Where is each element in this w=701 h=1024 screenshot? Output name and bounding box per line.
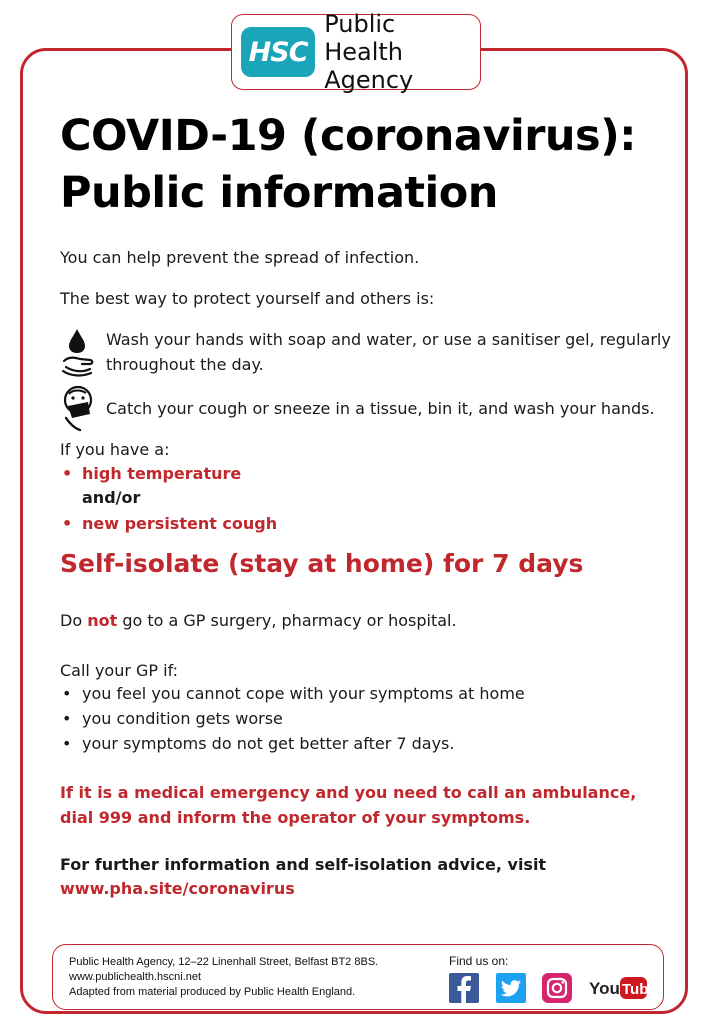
list-item: • you feel you cannot cope with your symptoms at home [60, 681, 525, 706]
advice-hand-wash-text: Wash your hands with soap and water, or use a sanitiser gel, regularly throughout the day. [106, 330, 671, 374]
twitter-icon[interactable] [496, 973, 526, 1003]
best-way-text: The best way to protect yourself and others is: [60, 289, 435, 308]
find-us-label: Find us on: [449, 954, 509, 968]
hsc-badge: HSC [241, 27, 315, 77]
symptom-list [60, 461, 241, 486]
list-item: • you condition gets worse [60, 706, 525, 731]
symptom-list-2 [60, 511, 277, 536]
self-isolate-headline: Self-isolate (stay at home) for 7 days [60, 549, 584, 578]
list-item: • your symptoms do not get better after 7 days. [60, 731, 525, 756]
advice-cough [60, 384, 676, 437]
footer-address: Public Health Agency, 12–22 Linenhall Street, Belfast BT2 8BS. [69, 956, 379, 968]
youtube-icon[interactable] [589, 973, 657, 1003]
do-not-pre: Do [60, 611, 88, 630]
footer-adapted: Adapted from material produced by Public Health England. [69, 986, 356, 998]
symptoms-lead: If you have a: [60, 440, 170, 459]
advice-hand-wash [60, 327, 676, 382]
page-title [60, 108, 680, 222]
title-line-1: COVID-19 (coronavirus): [60, 111, 636, 161]
further-info-text: For further information and self-isolation advice, visit [60, 855, 547, 874]
footer-website[interactable]: www.publichealth.hscni.net [69, 971, 202, 983]
symptom-connector: and/or [82, 488, 141, 507]
emergency-text: If it is a medical emergency and you need to call an ambulance, dial 999 and inform the operator of your symptoms. [60, 783, 637, 827]
symptom-item: • new persistent cough [60, 511, 277, 536]
footer [52, 944, 664, 1010]
title-line-2: Public information [60, 168, 498, 218]
hand-wash-icon [60, 327, 106, 382]
advice-cough-text: Catch your cough or sneeze in a tissue, bin it, and wash your hands. [106, 399, 655, 418]
logo-line-2: Agency [324, 66, 414, 94]
do-not-text [60, 609, 457, 633]
do-not-post: go to a GP surgery, pharmacy or hospital. [117, 611, 457, 630]
pha-link[interactable]: www.pha.site/coronavirus [60, 879, 295, 898]
do-not-emphasis: not [87, 611, 118, 630]
pha-logo [231, 10, 481, 94]
svg-text:Tube: Tube [622, 981, 657, 998]
cough-tissue-icon [60, 384, 106, 437]
logo-line-1: Public Health [324, 10, 404, 66]
facebook-icon[interactable] [449, 973, 479, 1003]
call-gp-list [60, 681, 525, 756]
logo-text [324, 10, 480, 94]
call-gp-lead: Call your GP if: [60, 661, 179, 680]
footer-address-block [69, 955, 378, 1000]
svg-text:You: You [589, 979, 620, 998]
symptom-item: • high temperature [60, 461, 241, 486]
intro-text: You can help prevent the spread of infection. [60, 248, 420, 267]
instagram-icon[interactable] [542, 973, 572, 1003]
